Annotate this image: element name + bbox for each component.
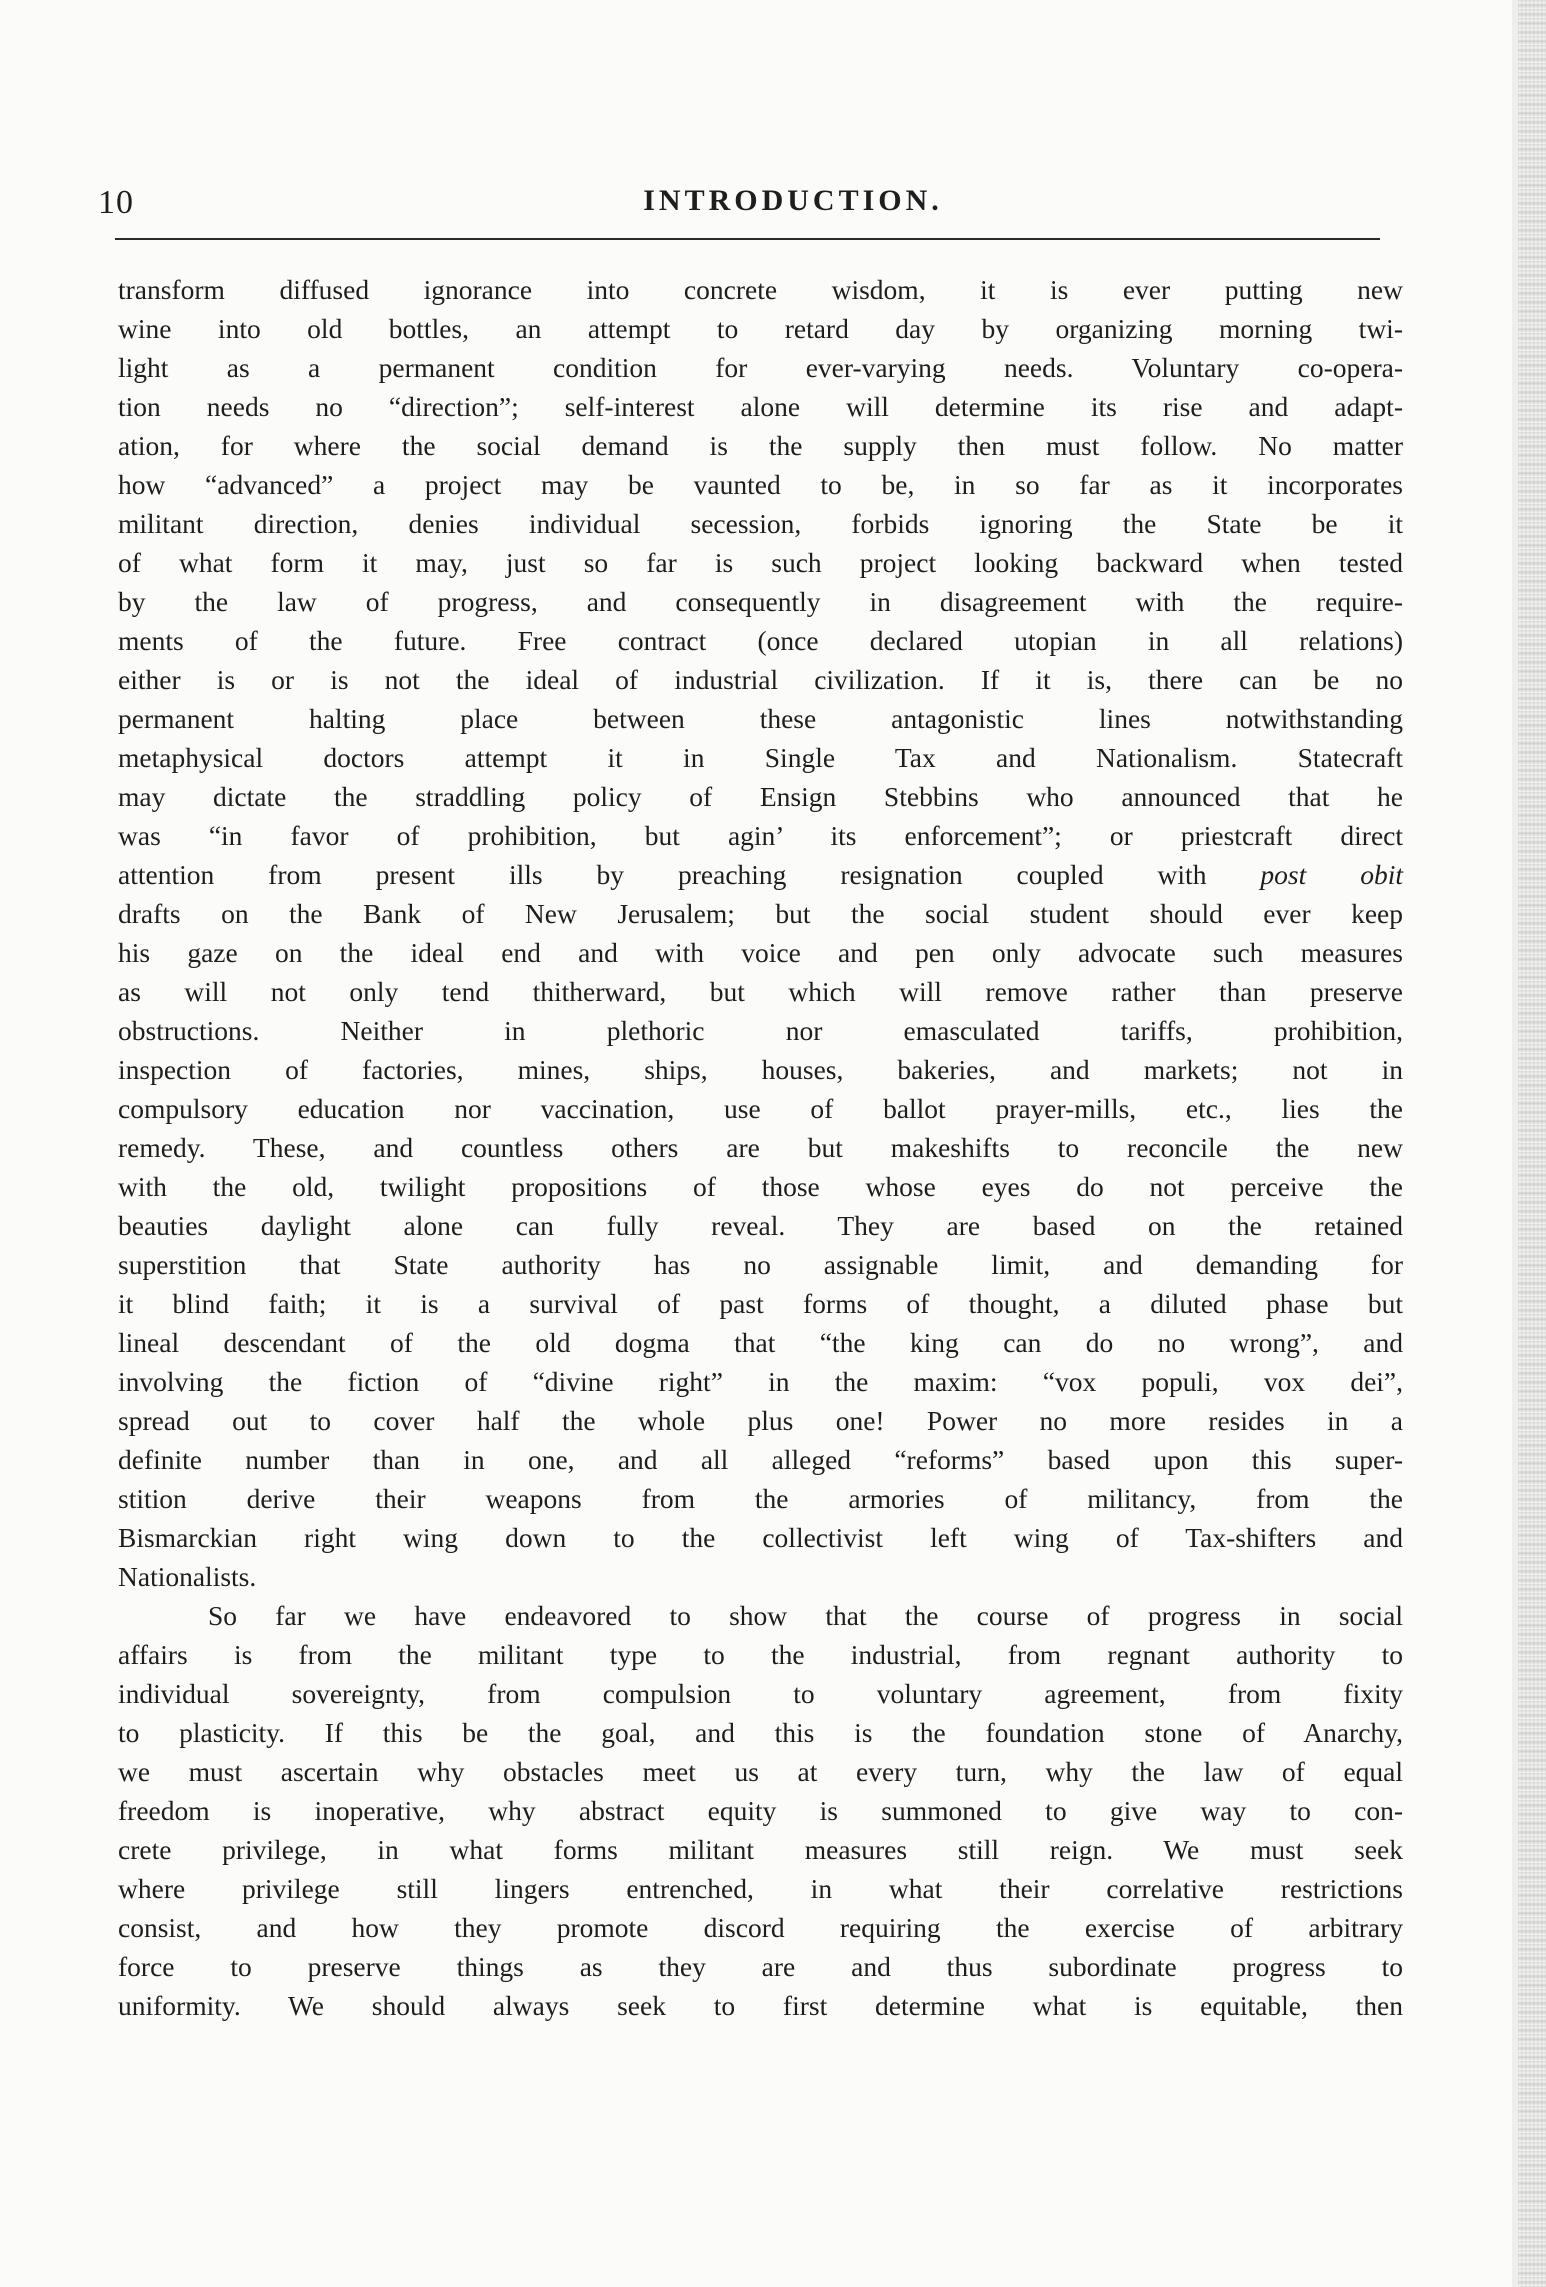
text-line: superstition that State authority has no assignable limit, and demanding for — [118, 1249, 1403, 1280]
text-line: where privilege still lingers entrenched, in what their correlative restrictions — [118, 1873, 1403, 1904]
text-line: affairs is from the militant type to the industrial, from regnant authority to — [118, 1639, 1403, 1670]
text-line: Bismarckian right wing down to the collectivist left wing of Tax-shifters and — [118, 1522, 1403, 1553]
text-line: obstructions. Neither in plethoric nor emasculated tariffs, prohibition, — [118, 1015, 1403, 1046]
text-line: remedy. These, and countless others are but makeshifts to reconcile the new — [118, 1132, 1403, 1163]
text-line: consist, and how they promote discord requiring the exercise of arbitrary — [118, 1912, 1403, 1943]
text-line: we must ascertain why obstacles meet us at every turn, why the law of equal — [118, 1756, 1403, 1787]
text-line: force to preserve things as they are and thus subordinate progress to — [118, 1951, 1403, 1982]
running-head — [98, 180, 1408, 230]
text-line: as will not only tend thitherward, but which will remove rather than preserve — [118, 976, 1403, 1007]
text-line: ation, for where the social demand is the supply then must follow. No matter — [118, 430, 1403, 461]
text-line-with-italic — [118, 855, 1403, 894]
text-line: his gaze on the ideal end and with voice and pen only advocate such measures — [118, 937, 1403, 968]
text-line: ments of the future. Free contract (once declared utopian in all relations) — [118, 625, 1403, 656]
scan-edge-noise — [1518, 0, 1546, 2287]
text-line: either is or is not the ideal of industrial civilization. If it is, there can be no — [118, 664, 1403, 695]
text-line: of what form it may, just so far is such project looking backward when tested — [118, 547, 1403, 578]
italic-phrase: post obit — [1260, 859, 1404, 890]
text-line: by the law of progress, and consequently in disagreement with the require- — [118, 586, 1403, 617]
text-line: individual sovereignty, from compulsion to voluntary agreement, from fixity — [118, 1678, 1403, 1709]
text-line: tion needs no “direction”; self-interest alone will determine its rise and adapt- — [118, 391, 1403, 422]
text-line: militant direction, denies individual secession, forbids ignoring the State be it — [118, 508, 1403, 539]
text-line: beauties daylight alone can fully reveal. They are based on the retained — [118, 1210, 1403, 1241]
text-line: transform diffused ignorance into concrete wisdom, it is ever putting new — [118, 274, 1403, 305]
text-line: light as a permanent condition for ever-varying needs. Voluntary co-opera- — [118, 352, 1403, 383]
page-number: 10 — [98, 184, 134, 221]
text-line: involving the fiction of “divine right” in the maxim: “vox populi, vox dei”, — [118, 1366, 1403, 1397]
paragraph-end-line: Nationalists. — [118, 1561, 257, 1592]
text-line: drafts on the Bank of New Jerusalem; but the social student should ever keep — [118, 898, 1403, 929]
text-line: compulsory education nor vaccination, use of ballot prayer-mills, etc., lies the — [118, 1093, 1403, 1124]
text-line: permanent halting place between these antagonistic lines notwithstanding — [118, 703, 1403, 734]
text-segment: attention from present ills by preaching resignation coupled with — [118, 859, 1261, 890]
body-text — [118, 270, 1403, 2025]
text-line: definite number than in one, and all alleged “reforms” based upon this super- — [118, 1444, 1403, 1475]
text-line: how “advanced” a project may be vaunted to be, in so far as it incorporates — [118, 469, 1403, 500]
running-title: INTRODUCTION. — [643, 184, 943, 217]
text-line: wine into old bottles, an attempt to retard day by organizing morning twi- — [118, 313, 1403, 344]
text-line: inspection of factories, mines, ships, houses, bakeries, and markets; not in — [118, 1054, 1403, 1085]
text-line: spread out to cover half the whole plus one! Power no more resides in a — [118, 1405, 1403, 1436]
text-line: may dictate the straddling policy of Ensign Stebbins who announced that he — [118, 781, 1403, 812]
text-line: metaphysical doctors attempt it in Single Tax and Nationalism. Statecraft — [118, 742, 1403, 773]
header-rule — [115, 238, 1380, 240]
text-line: stition derive their weapons from the armories of militancy, from the — [118, 1483, 1403, 1514]
text-line: lineal descendant of the old dogma that “the king can do no wrong”, and — [118, 1327, 1403, 1358]
text-line: uniformity. We should always seek to first determine what is equitable, then — [118, 1990, 1403, 2021]
text-line: to plasticity. If this be the goal, and this is the foundation stone of Anarchy, — [118, 1717, 1403, 1748]
paragraph-start-line: So far we have endeavored to show that the course of progress in social — [208, 1600, 1403, 1631]
text-line: was “in favor of prohibition, but agin’ its enforcement”; or priestcraft direct — [118, 820, 1403, 851]
text-line: with the old, twilight propositions of those whose eyes do not perceive the — [118, 1171, 1403, 1202]
text-line: it blind faith; it is a survival of past forms of thought, a diluted phase but — [118, 1288, 1403, 1319]
text-line: freedom is inoperative, why abstract equity is summoned to give way to con- — [118, 1795, 1403, 1826]
text-line: crete privilege, in what forms militant measures still reign. We must seek — [118, 1834, 1403, 1865]
